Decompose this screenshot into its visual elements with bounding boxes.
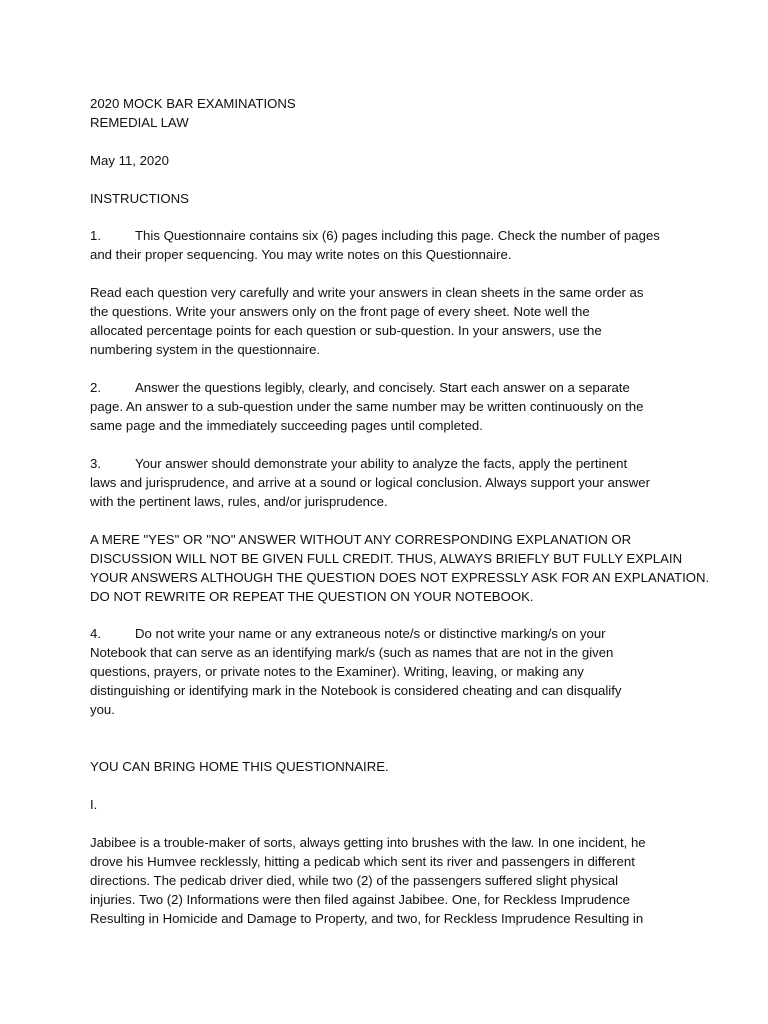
instruction-2-line-1: Answer the questions legibly, clearly, and concisely. Start each answer on a separate — [135, 379, 630, 395]
instruction-2-line-2: page. An answer to a sub-question under the same number may be written continuously on the — [90, 398, 644, 414]
question-line-5: Resulting in Homicide and Damage to Property, and two, for Reckless Imprudence Resulting in — [90, 910, 644, 926]
instructions-heading — [90, 189, 678, 208]
instruction-4-line-1: Do not write your name or any extraneous note/s or distinctive marking/s on your — [135, 626, 606, 642]
instruction-4-line-5: you. — [90, 702, 115, 718]
instruction-item-4 — [90, 624, 678, 719]
take-home-text: YOU CAN BRING HOME THIS QUESTIONNAIRE. — [90, 759, 389, 775]
section-label: I. — [90, 796, 98, 812]
instruction-4-line-4: distinguishing or identifying mark in the Notebook is considered cheating and can disqualify — [90, 683, 622, 699]
instruction-2-line-3: same page and the immediately succeeding pages until completed. — [90, 417, 483, 433]
instruction-item-1 — [90, 226, 678, 264]
instruction-3-line-1: Your answer should demonstrate your ability to analyze the facts, apply the pertinent — [135, 455, 628, 471]
instruction-4-line-3: questions, prayers, or private notes to the Examiner). Writing, leaving, or making any — [90, 664, 584, 680]
question-paragraph — [90, 833, 678, 928]
instruction-3-line-3: with the pertinent laws, rules, and/or jurisprudence. — [90, 493, 388, 509]
exam-header — [90, 94, 678, 132]
question-line-4: injuries. Two (2) Informations were then filed against Jabibee. One, for Reckless Imprudence — [90, 891, 630, 907]
paragraph-line-1: Read each question very carefully and write your answers in clean sheets in the same order as — [90, 285, 644, 301]
blank-spacer — [90, 738, 678, 757]
section-heading — [90, 795, 678, 814]
question-line-3: directions. The pedicab driver died, while two (2) of the passengers suffered slight physical — [90, 872, 619, 888]
caps-line-4: DO NOT REWRITE OR REPEAT THE QUESTION ON YOUR NOTEBOOK. — [90, 588, 534, 604]
paragraph-line-2: the questions. Write your answers only on the front page of every sheet. Note well the — [90, 304, 590, 320]
instruction-number-3: 3. — [90, 455, 101, 471]
document-content — [90, 94, 710, 947]
instruction-number-1: 1. — [90, 228, 101, 244]
caps-line-1: A MERE "YES" OR "NO" ANSWER WITHOUT ANY CORRESPONDING EXPLANATION OR — [90, 531, 632, 547]
page-bottom-mask — [0, 1010, 768, 1024]
take-home-notice — [90, 757, 678, 776]
question-line-2: drove his Humvee recklessly, hitting a pedicab which sent its river and passengers in different — [90, 853, 635, 869]
instruction-item-2 — [90, 378, 678, 435]
exam-subject: REMEDIAL LAW — [90, 115, 189, 130]
instruction-paragraph — [90, 283, 678, 359]
instruction-4-line-2: Notebook that can serve as an identifying mark/s (such as names that are not in the given — [90, 645, 614, 661]
question-line-1: Jabibee is a trouble-maker of sorts, always getting into brushes with the law. In one incident, he — [90, 834, 646, 850]
instructions-title: INSTRUCTIONS — [90, 190, 189, 206]
instruction-number-2: 2. — [90, 379, 101, 395]
instruction-1-line-1: This Questionnaire contains six (6) pages including this page. Check the number of pages — [135, 228, 660, 244]
paragraph-line-4: numbering system in the questionnaire. — [90, 342, 321, 358]
caps-notice — [90, 530, 710, 606]
date-text: May 11, 2020 — [90, 152, 169, 168]
instruction-3-line-2: laws and jurisprudence, and arrive at a sound or logical conclusion. Always support your answer — [90, 474, 651, 490]
instruction-1-line-2: and their proper sequencing. You may write notes on this Questionnaire. — [90, 247, 512, 263]
caps-line-2: DISCUSSION WILL NOT BE GIVEN FULL CREDIT. THUS, ALWAYS BRIEFLY BUT FULLY EXPLAIN — [90, 550, 683, 566]
paragraph-line-3: allocated percentage points for each question or sub-question. In your answers, use the — [90, 323, 602, 339]
exam-title: 2020 MOCK BAR EXAMINATIONS — [90, 96, 296, 111]
caps-line-3: YOUR ANSWERS ALTHOUGH THE QUESTION DOES NOT EXPRESSLY ASK FOR AN EXPLANATION. — [90, 569, 710, 585]
instruction-item-3 — [90, 454, 678, 511]
instruction-number-4: 4. — [90, 626, 101, 642]
exam-date — [90, 151, 678, 170]
